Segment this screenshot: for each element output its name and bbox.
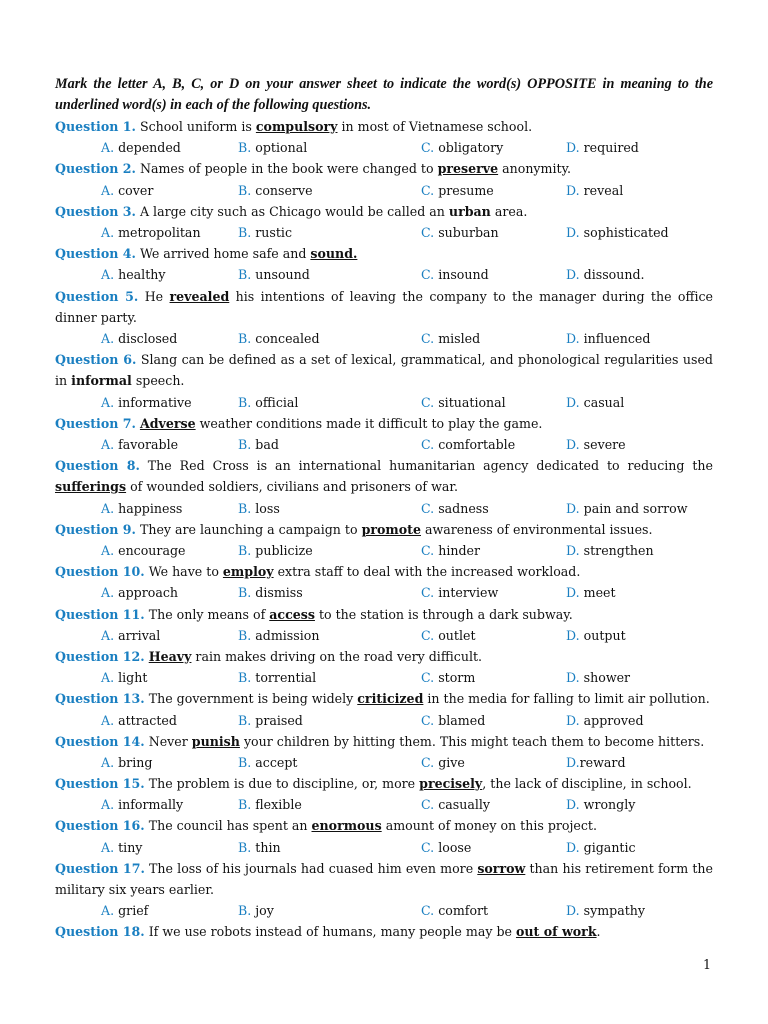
- question-text: He: [144, 288, 170, 304]
- option-a: A. bring: [101, 754, 153, 770]
- underlined-word: sorrow: [477, 860, 526, 876]
- question-label: Question 13.: [55, 691, 145, 707]
- exercise-document: [55, 74, 713, 943]
- underlined-word: compulsory: [255, 119, 338, 134]
- option-letter: C.: [421, 140, 435, 156]
- option-letter: A.: [101, 670, 115, 686]
- options-row: [55, 264, 713, 285]
- option-d: D. meet: [566, 585, 616, 601]
- question-4: [55, 243, 713, 264]
- option-a: A. light: [101, 670, 148, 686]
- option-letter: A.: [101, 839, 115, 855]
- option-b: B. bad: [238, 436, 279, 452]
- question-text: Names of people in the book were changed to: [139, 161, 438, 177]
- option-a: A. attracted: [101, 712, 177, 728]
- options-row: [55, 392, 713, 413]
- option-c: C. comfortable: [421, 436, 516, 452]
- question-text: School uniform is: [139, 119, 256, 134]
- option-c: C. comfort: [421, 903, 489, 919]
- option-b: B. joy: [238, 903, 274, 919]
- option-a: A. grief: [101, 903, 149, 919]
- question-text: We have to: [148, 564, 223, 580]
- options-row: [55, 434, 713, 455]
- option-letter: A.: [101, 754, 115, 770]
- option-d: D. shower: [566, 670, 631, 686]
- option-b: B. thin: [238, 839, 281, 855]
- question-text: Never: [148, 733, 192, 749]
- question-13: [55, 688, 713, 709]
- options-row: [55, 900, 713, 921]
- options-row: [55, 180, 713, 201]
- underlined-word: preserve: [437, 161, 499, 177]
- option-c: C. hinder: [421, 542, 480, 558]
- option-letter: A.: [101, 585, 115, 601]
- question-label: Question 3.: [55, 203, 136, 219]
- option-a: A. tiny: [101, 839, 143, 855]
- question-text: in the media for falling to limit air pollution.: [423, 691, 710, 707]
- question-label: Question 16.: [55, 818, 145, 834]
- option-letter: B.: [238, 903, 252, 919]
- option-b: B. publicize: [238, 542, 313, 558]
- question-label: Question 4.: [55, 246, 136, 262]
- question-2: [55, 158, 713, 179]
- option-letter: C.: [421, 394, 435, 410]
- question-6: [55, 349, 713, 391]
- bold-word: informal: [71, 373, 132, 389]
- option-c: C. give: [421, 754, 465, 770]
- options-row: [55, 582, 713, 603]
- option-a: A. approach: [101, 585, 179, 601]
- question-label: Question 7.: [55, 415, 136, 431]
- option-d: D. dissound.: [566, 267, 645, 283]
- question-text: The government is being widely: [148, 691, 358, 707]
- option-letter: C.: [421, 585, 435, 601]
- option-letter: D.: [566, 140, 580, 156]
- question-text: They are launching a campaign to: [139, 521, 362, 537]
- option-letter: C.: [421, 627, 435, 643]
- underlined-word: sound.: [310, 246, 358, 262]
- question-label: Question 5.: [55, 288, 139, 304]
- question-label: Question 14.: [55, 733, 145, 749]
- question-text: area.: [490, 203, 528, 219]
- option-letter: D.: [566, 903, 580, 919]
- option-letter: D.: [566, 224, 580, 240]
- option-letter: D.: [566, 500, 580, 516]
- option-letter: C.: [421, 670, 435, 686]
- option-letter: C.: [421, 267, 435, 283]
- option-d: D. influenced: [566, 330, 651, 346]
- option-a: A. happiness: [101, 500, 183, 516]
- option-c: C. blamed: [421, 712, 486, 728]
- option-letter: C.: [421, 797, 435, 813]
- option-letter: B.: [238, 712, 252, 728]
- question-list: [55, 116, 713, 943]
- option-c: C. casually: [421, 797, 491, 813]
- option-letter: C.: [421, 436, 435, 452]
- question-label: Question 10.: [55, 564, 145, 580]
- option-letter: D.: [566, 394, 580, 410]
- question-text: weather conditions made it difficult to play the game.: [195, 415, 543, 431]
- options-row: [55, 540, 713, 561]
- options-row: [55, 498, 713, 519]
- option-c: C. loose: [421, 839, 472, 855]
- question-11: [55, 604, 713, 625]
- option-b: B. torrential: [238, 670, 317, 686]
- option-letter: B.: [238, 436, 252, 452]
- question-text: If we use robots instead of humans, many people may be: [148, 924, 516, 940]
- question-label: Question 2.: [55, 161, 136, 177]
- options-row: [55, 837, 713, 858]
- option-d: D. pain and sorrow: [566, 500, 688, 516]
- options-row: [55, 137, 713, 158]
- question-15: [55, 773, 713, 794]
- option-letter: D.: [566, 542, 580, 558]
- question-text: anonymity.: [498, 161, 572, 177]
- option-c: C. situational: [421, 394, 506, 410]
- option-letter: A.: [101, 542, 115, 558]
- underlined-word: criticized: [357, 691, 424, 707]
- option-letter: A.: [101, 224, 115, 240]
- question-text: The council has spent an: [148, 818, 312, 834]
- underlined-word: access: [269, 606, 315, 622]
- question-label: Question 6.: [55, 352, 137, 368]
- question-text: his intentions of leaving the company to the manager during the office dinner party.: [55, 288, 713, 325]
- option-letter: A.: [101, 903, 115, 919]
- option-letter: D.: [566, 754, 580, 770]
- option-letter: C.: [421, 224, 435, 240]
- question-text: awareness of environmental issues.: [420, 521, 653, 537]
- option-c: C. interview: [421, 585, 499, 601]
- question-17: [55, 858, 713, 900]
- question-text: The only means of: [148, 606, 270, 622]
- option-letter: C.: [421, 330, 435, 346]
- option-d: D. approved: [566, 712, 644, 728]
- option-b: B. flexible: [238, 797, 302, 813]
- option-d: D. sophisticated: [566, 224, 669, 240]
- question-label: Question 12.: [55, 648, 145, 664]
- option-letter: D.: [566, 330, 580, 346]
- option-d: D. sympathy: [566, 903, 646, 919]
- option-a: A. healthy: [101, 267, 166, 283]
- option-letter: C.: [421, 182, 435, 198]
- option-c: C. presume: [421, 182, 494, 198]
- option-b: B. optional: [238, 140, 308, 156]
- option-c: C. misled: [421, 330, 481, 346]
- underlined-word: punish: [191, 733, 240, 749]
- question-label: Question 17.: [55, 860, 145, 876]
- instructions: Mark the letter A, B, C, or D on your answer sheet to indicate the word(s) OPPOSITE in meaning to the underlined word(s) in each of the following questions.: [55, 76, 713, 113]
- question-12: [55, 646, 713, 667]
- option-d: D. wrongly: [566, 797, 636, 813]
- option-c: C. sadness: [421, 500, 489, 516]
- question-7: [55, 413, 713, 434]
- option-letter: A.: [101, 267, 115, 283]
- question-8: [55, 455, 713, 497]
- option-a: A. disclosed: [101, 330, 178, 346]
- option-letter: B.: [238, 542, 252, 558]
- option-letter: B.: [238, 224, 252, 240]
- question-text: .: [596, 924, 601, 940]
- option-letter: A.: [101, 394, 115, 410]
- option-letter: A.: [101, 436, 115, 452]
- underlined-word: out of work: [515, 924, 597, 940]
- question-label: Question 1.: [55, 119, 136, 134]
- question-9: [55, 519, 713, 540]
- option-d: D. casual: [566, 394, 625, 410]
- option-letter: C.: [421, 754, 435, 770]
- underlined-word: enormous: [311, 818, 382, 834]
- question-text: Slang can be defined as a set of lexical, grammatical, and phonological regularities used in: [55, 352, 713, 389]
- question-text: amount of money on this project.: [381, 818, 597, 834]
- question-label: Question 8.: [55, 458, 140, 474]
- option-letter: B.: [238, 585, 252, 601]
- underlined-word: Heavy: [148, 648, 192, 664]
- option-b: B. unsound: [238, 267, 310, 283]
- question-text: your children by hitting them. This might teach them to become hitters.: [239, 733, 705, 749]
- question-text: The problem is due to discipline, or, more: [148, 776, 420, 792]
- option-letter: A.: [101, 182, 115, 198]
- question-text: The loss of his journals had cuased him even more: [149, 860, 478, 876]
- option-b: B. praised: [238, 712, 303, 728]
- option-letter: D.: [566, 670, 580, 686]
- option-letter: C.: [421, 712, 435, 728]
- option-letter: B.: [238, 670, 252, 686]
- underlined-word: promote: [361, 521, 421, 537]
- option-letter: B.: [238, 754, 252, 770]
- option-letter: A.: [101, 330, 115, 346]
- question-text: in most of Vietnamese school.: [337, 119, 533, 134]
- question-text: We arrived home safe and: [139, 246, 311, 262]
- underlined-word: revealed: [169, 288, 230, 304]
- question-text: of wounded soldiers, civilians and prisoners of war.: [126, 479, 459, 495]
- option-letter: B.: [238, 330, 252, 346]
- question-text: rain makes driving on the road very difficult.: [191, 648, 483, 664]
- options-row: [55, 794, 713, 815]
- question-text: to the station is through a dark subway.: [314, 606, 573, 622]
- underlined-word: Adverse: [139, 415, 196, 431]
- option-letter: C.: [421, 542, 435, 558]
- question-label: Question 18.: [55, 924, 145, 940]
- option-letter: B.: [238, 140, 252, 156]
- option-a: A. depended: [101, 140, 181, 156]
- option-c: C. obligatory: [421, 140, 504, 156]
- option-c: C. suburban: [421, 224, 499, 240]
- option-b: B. dismiss: [238, 585, 303, 601]
- option-letter: B.: [238, 797, 252, 813]
- option-letter: B.: [238, 839, 252, 855]
- question-text: The Red Cross is an international humanitarian agency dedicated to reducing the: [147, 458, 713, 474]
- option-letter: C.: [421, 500, 435, 516]
- underlined-word: precisely: [419, 776, 483, 792]
- options-row: [55, 328, 713, 349]
- option-letter: A.: [101, 140, 115, 156]
- option-d: D. output: [566, 627, 626, 643]
- option-letter: C.: [421, 839, 435, 855]
- option-c: C. outlet: [421, 627, 476, 643]
- options-row: [55, 710, 713, 731]
- option-letter: D.: [566, 436, 580, 452]
- option-a: A. encourage: [101, 542, 186, 558]
- option-letter: B.: [238, 394, 252, 410]
- page-number: 1: [702, 957, 711, 972]
- option-d: D. reveal: [566, 182, 624, 198]
- question-text: , the lack of discipline, in school.: [482, 776, 692, 792]
- bold-word: urban: [448, 203, 491, 219]
- question-5: [55, 286, 713, 328]
- option-c: C. insound: [421, 267, 489, 283]
- option-b: B. rustic: [238, 224, 293, 240]
- option-letter: C.: [421, 903, 435, 919]
- option-d: D. gigantic: [566, 839, 636, 855]
- option-a: A. metropolitan: [101, 224, 201, 240]
- option-a: A. favorable: [101, 436, 179, 452]
- question-text: A large city such as Chicago would be called an: [139, 203, 449, 219]
- option-letter: A.: [101, 627, 115, 643]
- question-10: [55, 561, 713, 582]
- option-letter: B.: [238, 182, 252, 198]
- option-letter: A.: [101, 712, 115, 728]
- option-letter: D.: [566, 182, 580, 198]
- options-row: [55, 667, 713, 688]
- underlined-word: sufferings: [55, 479, 127, 495]
- option-letter: B.: [238, 627, 252, 643]
- option-letter: B.: [238, 267, 252, 283]
- question-16: [55, 815, 713, 836]
- question-label: Question 11.: [55, 606, 145, 622]
- option-letter: D.: [566, 267, 580, 283]
- option-b: B. accept: [238, 754, 298, 770]
- question-label: Question 15.: [55, 776, 145, 792]
- option-a: A. informally: [101, 797, 184, 813]
- option-a: A. informative: [101, 394, 192, 410]
- question-14: [55, 731, 713, 752]
- question-text: than his retirement form the military six years earlier.: [55, 860, 713, 898]
- question-text: speech.: [131, 373, 185, 389]
- underlined-word: employ: [222, 564, 274, 580]
- option-letter: D.: [566, 839, 580, 855]
- option-d: D. severe: [566, 436, 626, 452]
- option-letter: A.: [101, 500, 115, 516]
- option-letter: D.: [566, 627, 580, 643]
- option-letter: D.: [566, 797, 580, 813]
- question-label: Question 9.: [55, 521, 136, 537]
- option-d: D.reward: [566, 754, 626, 770]
- option-a: A. cover: [101, 182, 154, 198]
- question-18: [55, 921, 713, 942]
- options-row: [55, 752, 713, 773]
- options-row: [55, 222, 713, 243]
- option-c: C. storm: [421, 670, 476, 686]
- option-a: A. arrival: [101, 627, 161, 643]
- option-b: B. loss: [238, 500, 280, 516]
- option-letter: D.: [566, 712, 580, 728]
- option-d: D. strengthen: [566, 542, 654, 558]
- question-text: extra staff to deal with the increased workload.: [273, 564, 581, 580]
- option-b: B. official: [238, 394, 299, 410]
- option-letter: B.: [238, 500, 252, 516]
- options-row: [55, 625, 713, 646]
- question-1: [55, 116, 713, 137]
- question-3: [55, 201, 713, 222]
- option-b: B. conserve: [238, 182, 313, 198]
- option-b: B. concealed: [238, 330, 320, 346]
- option-letter: D.: [566, 585, 580, 601]
- option-letter: A.: [101, 797, 115, 813]
- option-b: B. admission: [238, 627, 320, 643]
- option-d: D. required: [566, 140, 639, 156]
